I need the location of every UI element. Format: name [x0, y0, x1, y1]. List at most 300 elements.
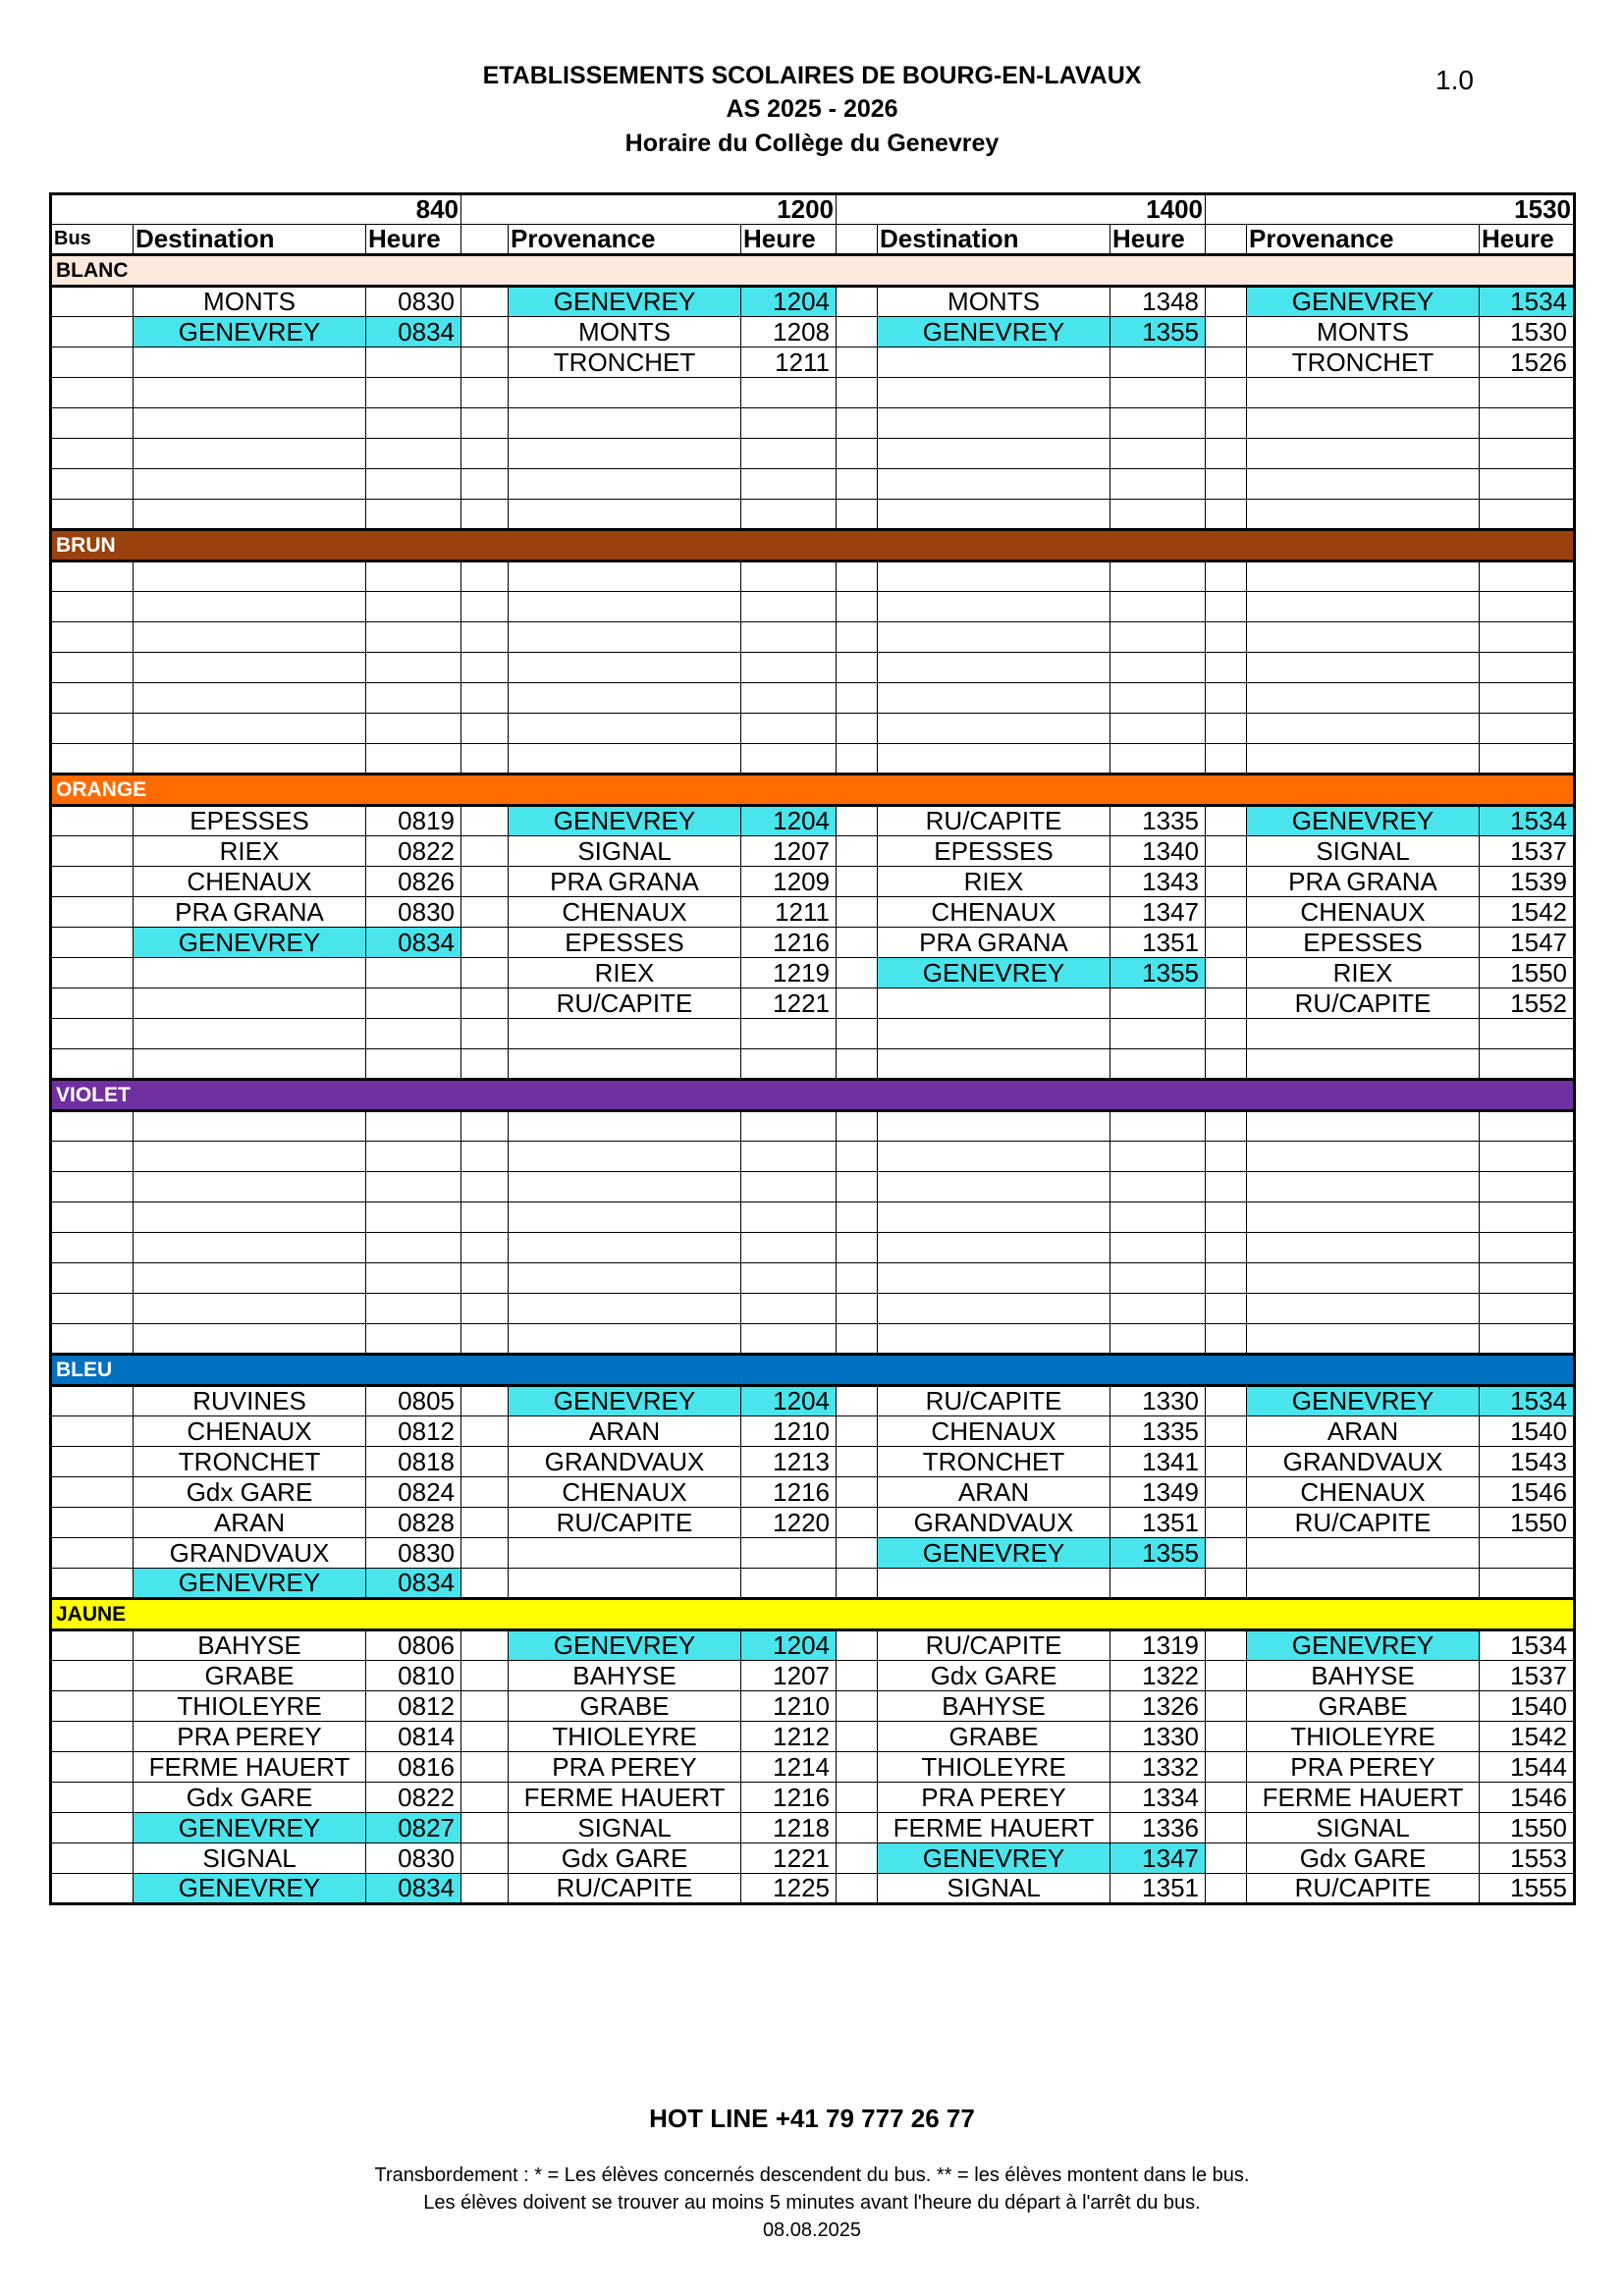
- provenance-cell: [1247, 1142, 1480, 1172]
- destination-cell: [134, 347, 366, 378]
- destination-cell: GENEVREY: [134, 317, 366, 347]
- time-cell: [366, 1111, 461, 1142]
- provenance-cell: GENEVREY: [1247, 806, 1480, 836]
- spacer-cell: [461, 1813, 509, 1843]
- provenance-cell: TRONCHET: [509, 347, 741, 378]
- spacer-cell: [837, 1874, 878, 1904]
- destination-cell: FERME HAUERT: [878, 1813, 1110, 1843]
- provenance-cell: [509, 683, 741, 714]
- spacer-cell: [837, 1752, 878, 1783]
- provenance-cell: [509, 1233, 741, 1263]
- time-cell: 0812: [366, 1416, 461, 1447]
- provenance-cell: [1247, 408, 1480, 439]
- time-cell: [366, 439, 461, 469]
- spacer-cell: [837, 958, 878, 988]
- destination-cell: [878, 1019, 1110, 1049]
- provenance-cell: [1247, 653, 1480, 683]
- time-cell: [1480, 500, 1575, 530]
- time-cell: [1110, 653, 1206, 683]
- destination-cell: [134, 378, 366, 408]
- destination-cell: [878, 1263, 1110, 1294]
- provenance-cell: PRA GRANA: [509, 867, 741, 897]
- time-cell: [1480, 1569, 1575, 1599]
- spacer-cell: [461, 1202, 509, 1233]
- provenance-cell: GENEVREY: [509, 1386, 741, 1416]
- bus-cell: [51, 1202, 134, 1233]
- time-cell: [1110, 1233, 1206, 1263]
- bus-cell: [51, 439, 134, 469]
- hotline: HOT LINE +41 79 777 26 77: [649, 2104, 975, 2133]
- time-cell: [741, 1019, 837, 1049]
- spacer-cell: [837, 1569, 878, 1599]
- spacer-cell: [1206, 1874, 1247, 1904]
- bus-cell: [51, 561, 134, 592]
- spacer-cell: [461, 378, 509, 408]
- bus-cell: [51, 1813, 134, 1843]
- destination-cell: CHENAUX: [134, 1416, 366, 1447]
- destination-cell: GRANDVAUX: [878, 1508, 1110, 1538]
- spacer-cell: [1206, 1508, 1247, 1538]
- time-cell: 1225: [741, 1874, 837, 1904]
- provenance-cell: MONTS: [1247, 317, 1480, 347]
- destination-cell: FERME HAUERT: [134, 1752, 366, 1783]
- provenance-cell: [509, 408, 741, 439]
- destination-cell: [134, 714, 366, 744]
- time-cell: [366, 1233, 461, 1263]
- spacer-cell: [461, 1019, 509, 1049]
- provenance-cell: [509, 744, 741, 774]
- provenance-cell: RU/CAPITE: [1247, 1874, 1480, 1904]
- time-cell: [1480, 1142, 1575, 1172]
- arrival-note: Les élèves doivent se trouver au moins 5 minutes avant l'heure du départ à l'arrêt du bus.: [423, 2192, 1201, 2214]
- destination-cell: [878, 1294, 1110, 1324]
- spacer-cell: [1206, 622, 1247, 653]
- bus-cell: [51, 897, 134, 928]
- time-cell: 1210: [741, 1691, 837, 1722]
- time-cell: [366, 988, 461, 1019]
- spacer-cell: [461, 1172, 509, 1202]
- bus-cell: [51, 1019, 134, 1049]
- destination-cell: [134, 1233, 366, 1263]
- spacer-cell: [837, 1202, 878, 1233]
- spacer-cell: [461, 928, 509, 958]
- bus-cell: [51, 500, 134, 530]
- spacer-cell: [837, 867, 878, 897]
- time-cell: [1110, 500, 1206, 530]
- time-cell: 0830: [366, 1843, 461, 1874]
- time-cell: 1221: [741, 1843, 837, 1874]
- table-row: [51, 897, 1575, 928]
- time-cell: 1211: [741, 897, 837, 928]
- destination-cell: Gdx GARE: [134, 1783, 366, 1813]
- provenance-cell: RU/CAPITE: [509, 1874, 741, 1904]
- provenance-cell: [509, 1324, 741, 1355]
- spacer-cell: [837, 1019, 878, 1049]
- destination-cell: [134, 408, 366, 439]
- provenance-cell: RU/CAPITE: [509, 1508, 741, 1538]
- time-cell: 1334: [1110, 1783, 1206, 1813]
- time-cell: 1211: [741, 347, 837, 378]
- destination-cell: THIOLEYRE: [878, 1752, 1110, 1783]
- provenance-cell: BAHYSE: [1247, 1661, 1480, 1691]
- time-cell: [741, 1324, 837, 1355]
- destination-cell: [878, 653, 1110, 683]
- spacer-cell: [837, 1142, 878, 1172]
- provenance-cell: GENEVREY: [509, 287, 741, 317]
- destination-cell: PRA GRANA: [878, 928, 1110, 958]
- provenance-cell: FERME HAUERT: [1247, 1783, 1480, 1813]
- transfer-note: Transbordement : * = Les élèves concernés descendent du bus. ** = les élèves montent dans le bus.: [374, 2164, 1250, 2186]
- table-row: [51, 1386, 1575, 1416]
- destination-cell: [134, 744, 366, 774]
- destination-cell: [878, 1142, 1110, 1172]
- spacer-cell: [1206, 1661, 1247, 1691]
- spacer-cell: [461, 714, 509, 744]
- spacer-cell: [461, 1691, 509, 1722]
- time-cell: [366, 683, 461, 714]
- spacer-cell: [1206, 988, 1247, 1019]
- spacer-cell: [837, 1661, 878, 1691]
- bus-cell: [51, 1752, 134, 1783]
- time-cell: [1110, 1111, 1206, 1142]
- spacer-cell: [461, 1142, 509, 1172]
- destination-cell: ARAN: [878, 1477, 1110, 1508]
- provenance-cell: [1247, 1263, 1480, 1294]
- time-cell: [1480, 1019, 1575, 1049]
- spacer-cell: [461, 592, 509, 622]
- bus-cell: [51, 1172, 134, 1202]
- time-cell: 1534: [1480, 806, 1575, 836]
- spacer-cell: [1206, 561, 1247, 592]
- time-cell: 1204: [741, 1630, 837, 1661]
- destination-cell: GRANDVAUX: [134, 1538, 366, 1569]
- provenance-cell: [509, 1569, 741, 1599]
- provenance-cell: RIEX: [509, 958, 741, 988]
- spacer-cell: [1206, 836, 1247, 867]
- bus-cell: [51, 744, 134, 774]
- provenance-cell: [1247, 744, 1480, 774]
- spacer-cell: [1206, 867, 1247, 897]
- time-cell: [741, 1233, 837, 1263]
- bus-cell: [51, 928, 134, 958]
- destination-cell: ARAN: [134, 1508, 366, 1538]
- time-cell: 0827: [366, 1813, 461, 1843]
- time-cell: [366, 592, 461, 622]
- bus-cell: [51, 317, 134, 347]
- time-cell: [1110, 744, 1206, 774]
- time-cell: 0818: [366, 1447, 461, 1477]
- spacer-cell: [461, 1843, 509, 1874]
- spacer-cell: [461, 1569, 509, 1599]
- provenance-cell: [509, 1049, 741, 1080]
- spacer-cell: [461, 1263, 509, 1294]
- time-cell: [1110, 408, 1206, 439]
- bus-cell: [51, 1233, 134, 1263]
- provenance-cell: GENEVREY: [509, 806, 741, 836]
- table-row: [51, 1142, 1575, 1172]
- col-heure-2: Heure: [741, 225, 837, 255]
- time-cell: 1216: [741, 928, 837, 958]
- table-row: [51, 1416, 1575, 1447]
- time-cell: 1330: [1110, 1722, 1206, 1752]
- spacer-cell: [837, 928, 878, 958]
- bus-cell: [51, 653, 134, 683]
- bus-group-label: JAUNE: [51, 1599, 1575, 1630]
- time-cell: [1480, 439, 1575, 469]
- destination-cell: GRABE: [878, 1722, 1110, 1752]
- destination-cell: [878, 592, 1110, 622]
- provenance-cell: ARAN: [509, 1416, 741, 1447]
- table-row: [51, 1049, 1575, 1080]
- spacer-cell: [1206, 1722, 1247, 1752]
- time-cell: [366, 561, 461, 592]
- bus-group-header: [51, 1599, 1575, 1630]
- spacer-cell: [461, 1233, 509, 1263]
- destination-cell: Gdx GARE: [134, 1477, 366, 1508]
- spacer-cell: [1206, 1324, 1247, 1355]
- time-cell: 0834: [366, 1569, 461, 1599]
- provenance-cell: [1247, 561, 1480, 592]
- spacer-cell: [837, 1294, 878, 1324]
- period-1400: 1400: [837, 194, 1206, 225]
- bus-cell: [51, 592, 134, 622]
- time-cell: [366, 744, 461, 774]
- provenance-cell: [509, 1294, 741, 1324]
- table-row: [51, 1691, 1575, 1722]
- time-cell: 1336: [1110, 1813, 1206, 1843]
- col-heure-4: Heure: [1480, 225, 1575, 255]
- spacer-cell: [461, 1447, 509, 1477]
- spacer-cell: [837, 317, 878, 347]
- spacer-cell: [837, 439, 878, 469]
- time-cell: 1335: [1110, 1416, 1206, 1447]
- time-cell: [366, 1263, 461, 1294]
- provenance-cell: [509, 714, 741, 744]
- provenance-cell: [509, 1111, 741, 1142]
- provenance-cell: [1247, 1049, 1480, 1080]
- table-row: [51, 469, 1575, 500]
- bus-group-header: [51, 1355, 1575, 1386]
- bus-cell: [51, 958, 134, 988]
- time-cell: 1322: [1110, 1661, 1206, 1691]
- bus-cell: [51, 1843, 134, 1874]
- destination-cell: THIOLEYRE: [134, 1691, 366, 1722]
- time-cell: 0806: [366, 1630, 461, 1661]
- time-cell: [1480, 469, 1575, 500]
- destination-cell: TRONCHET: [878, 1447, 1110, 1477]
- provenance-cell: GRABE: [509, 1691, 741, 1722]
- provenance-cell: [509, 1538, 741, 1569]
- time-cell: 1530: [1480, 317, 1575, 347]
- provenance-cell: Gdx GARE: [1247, 1843, 1480, 1874]
- spacer-cell: [461, 561, 509, 592]
- time-cell: 1204: [741, 287, 837, 317]
- bus-group-header: [51, 1080, 1575, 1111]
- col-heure-3: Heure: [1110, 225, 1206, 255]
- time-cell: 1210: [741, 1416, 837, 1447]
- time-cell: [366, 653, 461, 683]
- time-cell: [741, 1111, 837, 1142]
- spacer-cell: [1206, 1630, 1247, 1661]
- table-row: [51, 653, 1575, 683]
- time-cell: [1110, 1294, 1206, 1324]
- bus-group-label: BLEU: [51, 1355, 1575, 1386]
- col-bus: Bus: [51, 225, 134, 255]
- destination-cell: SIGNAL: [134, 1843, 366, 1874]
- provenance-cell: [509, 469, 741, 500]
- spacer-cell: [1206, 897, 1247, 928]
- time-cell: [366, 408, 461, 439]
- time-cell: 1343: [1110, 867, 1206, 897]
- table-row: [51, 1783, 1575, 1813]
- spacer-cell: [1206, 1752, 1247, 1783]
- table-row: [51, 988, 1575, 1019]
- time-cell: 1540: [1480, 1691, 1575, 1722]
- document-title: ETABLISSEMENTS SCOLAIRES DE BOURG-EN-LAVAUX: [482, 62, 1142, 89]
- bus-cell: [51, 1049, 134, 1080]
- time-cell: 1330: [1110, 1386, 1206, 1416]
- spacer-cell: [837, 683, 878, 714]
- bus-cell: [51, 1783, 134, 1813]
- spacer-cell: [1206, 1843, 1247, 1874]
- spacer-cell: [837, 408, 878, 439]
- bus-cell: [51, 287, 134, 317]
- time-cell: [741, 500, 837, 530]
- destination-cell: [134, 469, 366, 500]
- provenance-cell: CHENAUX: [509, 897, 741, 928]
- time-cell: 1546: [1480, 1783, 1575, 1813]
- col-destination-3: Destination: [878, 225, 1110, 255]
- destination-cell: GRABE: [134, 1661, 366, 1691]
- spacer-cell: [837, 1447, 878, 1477]
- time-cell: 0822: [366, 836, 461, 867]
- time-cell: 0824: [366, 1477, 461, 1508]
- spacer-cell: [1206, 1172, 1247, 1202]
- provenance-cell: [1247, 1538, 1480, 1569]
- bus-group-label: BLANC: [51, 255, 1575, 287]
- spacer-cell: [1206, 287, 1247, 317]
- time-cell: [1110, 683, 1206, 714]
- time-cell: [741, 1263, 837, 1294]
- time-cell: 1349: [1110, 1477, 1206, 1508]
- col-spacer: [461, 225, 509, 255]
- spacer-cell: [461, 653, 509, 683]
- document-subtitle: Horaire du Collège du Genevrey: [624, 130, 1000, 157]
- table-row: [51, 1630, 1575, 1661]
- period-1200: 1200: [461, 194, 837, 225]
- column-header-row: [51, 225, 1575, 255]
- provenance-cell: [1247, 592, 1480, 622]
- spacer-cell: [1206, 439, 1247, 469]
- time-cell: 1219: [741, 958, 837, 988]
- destination-cell: BAHYSE: [134, 1630, 366, 1661]
- time-cell: [366, 1019, 461, 1049]
- destination-cell: [878, 500, 1110, 530]
- time-cell: [1480, 1324, 1575, 1355]
- spacer-cell: [1206, 1783, 1247, 1813]
- spacer-cell: [1206, 378, 1247, 408]
- time-cell: [1110, 1202, 1206, 1233]
- time-cell: 0822: [366, 1783, 461, 1813]
- destination-cell: [134, 683, 366, 714]
- time-cell: [1480, 378, 1575, 408]
- table-row: [51, 317, 1575, 347]
- provenance-cell: EPESSES: [509, 928, 741, 958]
- destination-cell: PRA PEREY: [878, 1783, 1110, 1813]
- spacer-cell: [837, 1508, 878, 1538]
- bus-cell: [51, 867, 134, 897]
- time-cell: [366, 500, 461, 530]
- destination-cell: [134, 1111, 366, 1142]
- spacer-cell: [461, 1661, 509, 1691]
- provenance-cell: GRANDVAUX: [1247, 1447, 1480, 1477]
- bus-cell: [51, 1416, 134, 1447]
- table-row: [51, 1202, 1575, 1233]
- time-cell: [1480, 561, 1575, 592]
- table-row: [51, 1019, 1575, 1049]
- spacer-cell: [461, 744, 509, 774]
- bus-cell: [51, 378, 134, 408]
- destination-cell: RU/CAPITE: [878, 1630, 1110, 1661]
- time-cell: [1480, 1049, 1575, 1080]
- table-row: [51, 592, 1575, 622]
- bus-cell: [51, 408, 134, 439]
- time-cell: [741, 561, 837, 592]
- provenance-cell: PRA PEREY: [1247, 1752, 1480, 1783]
- time-cell: [1110, 714, 1206, 744]
- provenance-cell: [1247, 1569, 1480, 1599]
- spacer-cell: [461, 317, 509, 347]
- provenance-cell: [509, 622, 741, 653]
- time-cell: [366, 622, 461, 653]
- spacer-cell: [461, 1508, 509, 1538]
- destination-cell: RIEX: [134, 836, 366, 867]
- spacer-cell: [837, 744, 878, 774]
- bus-cell: [51, 1111, 134, 1142]
- bus-cell: [51, 1630, 134, 1661]
- spacer-cell: [1206, 1019, 1247, 1049]
- table-row: [51, 1538, 1575, 1569]
- table-row: [51, 1661, 1575, 1691]
- spacer-cell: [1206, 408, 1247, 439]
- bus-group-label: BRUN: [51, 530, 1575, 561]
- provenance-cell: SIGNAL: [1247, 1813, 1480, 1843]
- time-cell: [366, 958, 461, 988]
- time-cell: 0828: [366, 1508, 461, 1538]
- bus-cell: [51, 347, 134, 378]
- time-cell: [1480, 1233, 1575, 1263]
- spacer-cell: [837, 836, 878, 867]
- provenance-cell: RU/CAPITE: [509, 988, 741, 1019]
- time-cell: 1355: [1110, 1538, 1206, 1569]
- time-cell: 1207: [741, 1661, 837, 1691]
- destination-cell: [134, 1142, 366, 1172]
- time-cell: 1534: [1480, 1630, 1575, 1661]
- bus-cell: [51, 622, 134, 653]
- destination-cell: EPESSES: [134, 806, 366, 836]
- spacer-cell: [837, 806, 878, 836]
- time-cell: 1208: [741, 317, 837, 347]
- table-row: [51, 836, 1575, 867]
- bus-group-header: [51, 530, 1575, 561]
- time-cell: 1542: [1480, 897, 1575, 928]
- time-cell: 1207: [741, 836, 837, 867]
- table-row: [51, 1874, 1575, 1904]
- time-cell: [1480, 1172, 1575, 1202]
- time-cell: [1110, 1049, 1206, 1080]
- destination-cell: [878, 347, 1110, 378]
- time-cell: [741, 744, 837, 774]
